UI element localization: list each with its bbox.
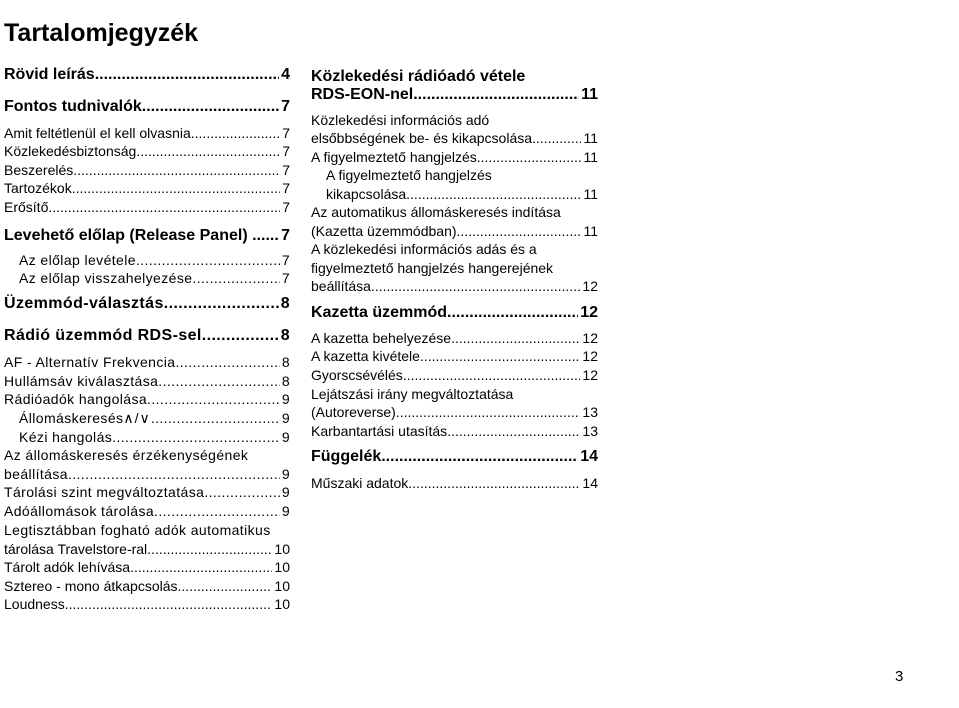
toc-entry-radio-rds[interactable]: Rádió üzemmód RDS-sel ..... 8	[4, 326, 290, 346]
toc-entry-store-stations[interactable]: Adóállomások tárolása ..... 9	[4, 502, 290, 520]
toc-entry-loudness[interactable]: Loudness ..... 10	[4, 595, 290, 613]
toc-entry-traffic-safety[interactable]: Közlekedésbiztonság ..... 7	[4, 142, 290, 160]
seek-arrows-icon: ∧/∨	[123, 410, 151, 426]
toc-entry-af[interactable]: AF - Alternatív Frekvencia ..... 8	[4, 353, 290, 371]
page-title: Tartalomjegyzék	[4, 19, 199, 47]
toc-entry-autoreverse-line1: Lejátszási irány megváltoztatása	[311, 386, 514, 402]
toc-entry-recall-stations[interactable]: Tárolt adók lehívása ..... 10	[4, 558, 290, 576]
toc-entry-maintenance[interactable]: Karbantartási utasítás ..... 13	[311, 422, 598, 440]
toc-entry-tuning[interactable]: Rádióadók hangolása ..... 9	[4, 390, 290, 408]
toc-entry-auto-seek[interactable]: (Kazetta üzemmódban) ..... 11	[311, 222, 598, 240]
toc-entry-ta-volume[interactable]: beállítása ..... 12	[311, 277, 598, 295]
toc-entry-cassette-mode[interactable]: Kazetta üzemmód ..... 12	[311, 303, 598, 323]
toc-entry-ta-priority[interactable]: elsőbbségének be- és kikapcsolása ..... 11	[311, 129, 598, 147]
toc-entry-specifications[interactable]: Műszaki adatok ..... 14	[311, 474, 598, 492]
toc-entry-traffic-radio[interactable]: RDS-EON-nel ..... 11	[311, 85, 598, 105]
toc-entry-ta-volume-line1: A közlekedési információs adás és a	[311, 241, 537, 257]
toc-entry-seek[interactable]: Állomáskeresés ∧/∨ ..... 9	[19, 409, 290, 427]
toc-entry-amplifier[interactable]: Erősítő ..... 7	[4, 198, 290, 216]
toc-entry-auto-seek-line1: Az automatikus állomáskeresés indítása	[311, 204, 561, 220]
toc-entry-short-description[interactable]: Rövid leírás ..... 4	[4, 65, 290, 85]
toc-entry-stereo-mono[interactable]: Sztereo - mono átkapcsolás ..... 10	[4, 577, 290, 595]
toc-entry-band-select[interactable]: Hullámsáv kiválasztása ..... 8	[4, 372, 290, 390]
toc-entry-travelstore[interactable]: tárolása Travelstore-ral ..... 10	[4, 540, 290, 558]
toc-entry-must-read[interactable]: Amit feltétlenül el kell olvasnia ..... 7	[4, 124, 290, 142]
page-number: 3	[895, 668, 904, 685]
toc-entry-appendix[interactable]: Függelék ..... 14	[311, 447, 598, 467]
toc-entry-ta-volume-line2: figyelmeztető hangjelzés hangerejének	[311, 260, 554, 276]
toc-entry-accessories[interactable]: Tartozékok ..... 7	[4, 179, 290, 197]
toc-entry-cassette-insert[interactable]: A kazetta behelyezése ..... 12	[311, 329, 598, 347]
toc-entry-cassette-eject[interactable]: A kazetta kivétele ..... 12	[311, 347, 598, 365]
toc-entry-fast-wind[interactable]: Gyorscsévélés ..... 12	[311, 366, 598, 384]
toc-entry-warning-off-line1: A figyelmeztető hangjelzés	[326, 167, 492, 183]
toc-entry-panel-removal[interactable]: Az előlap levétele ..... 7	[19, 251, 290, 269]
toc-entry-warning-off[interactable]: kikapcsolása ..... 11	[326, 185, 598, 203]
toc-entry-traffic-radio-line1: Közlekedési rádióadó vétele	[311, 68, 526, 85]
toc-entry-panel-refit[interactable]: Az előlap visszahelyezése ..... 7	[19, 269, 290, 287]
toc-entry-travelstore-line1: Legtisztábban fogható adók automatikus	[4, 522, 271, 538]
toc-entry-sensitivity[interactable]: beállítása ..... 9	[4, 465, 290, 483]
toc-entry-installation[interactable]: Beszerelés ..... 7	[4, 161, 290, 179]
toc-entry-manual-tuning[interactable]: Kézi hangolás ..... 9	[19, 428, 290, 446]
toc-entry-ta-priority-line1: Közlekedési információs adó	[311, 112, 490, 128]
toc-entry-mode-select[interactable]: Üzemmód-választás ..... 8	[4, 294, 290, 314]
toc-entry-autoreverse[interactable]: (Autoreverse) ..... 13	[311, 403, 598, 421]
toc-entry-warning-tone[interactable]: A figyelmeztető hangjelzés ..... 11	[311, 148, 598, 166]
toc-entry-release-panel[interactable]: Levehető előlap (Release Panel) . ..... 7	[4, 226, 290, 246]
toc-entry-sensitivity-line1: Az állomáskeresés érzékenységének	[4, 447, 249, 463]
toc-entry-storage-level[interactable]: Tárolási szint megváltoztatása ..... 9	[4, 483, 290, 501]
toc-entry-important-info[interactable]: Fontos tudnivalók ..... 7	[4, 97, 290, 117]
